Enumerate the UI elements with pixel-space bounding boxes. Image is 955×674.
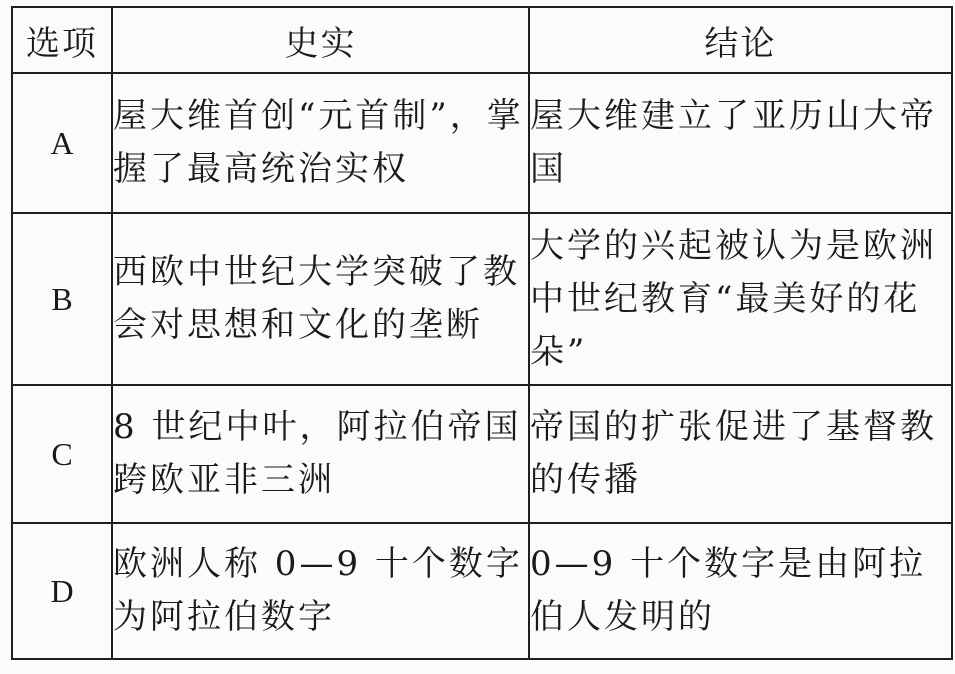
option-label: A <box>12 73 112 213</box>
conclusion-cell: 帝国的扩张促进了基督教的传播 <box>529 385 952 523</box>
header-fact: 史实 <box>112 7 529 73</box>
header-conclusion: 结论 <box>529 7 952 73</box>
conclusion-cell: 0—9 十个数字是由阿拉伯人发明的 <box>529 523 952 659</box>
conclusion-cell: 大学的兴起被认为是欧洲中世纪教育“最美好的花朵” <box>529 213 952 385</box>
conclusion-cell: 屋大维建立了亚历山大帝国 <box>529 73 952 213</box>
option-label: D <box>12 523 112 659</box>
question-options-table <box>11 6 953 660</box>
option-label: C <box>12 385 112 523</box>
table-row <box>12 385 952 523</box>
header-option: 选项 <box>12 7 112 73</box>
fact-cell: 8 世纪中叶，阿拉伯帝国跨欧亚非三洲 <box>112 385 529 523</box>
table-row <box>12 73 952 213</box>
table-row <box>12 213 952 385</box>
fact-cell: 西欧中世纪大学突破了教会对思想和文化的垄断 <box>112 213 529 385</box>
table-row <box>12 523 952 659</box>
fact-cell: 屋大维首创“元首制”，掌握了最高统治实权 <box>112 73 529 213</box>
option-label: B <box>12 213 112 385</box>
fact-cell: 欧洲人称 0—9 十个数字为阿拉伯数字 <box>112 523 529 659</box>
table-header-row <box>12 7 952 73</box>
